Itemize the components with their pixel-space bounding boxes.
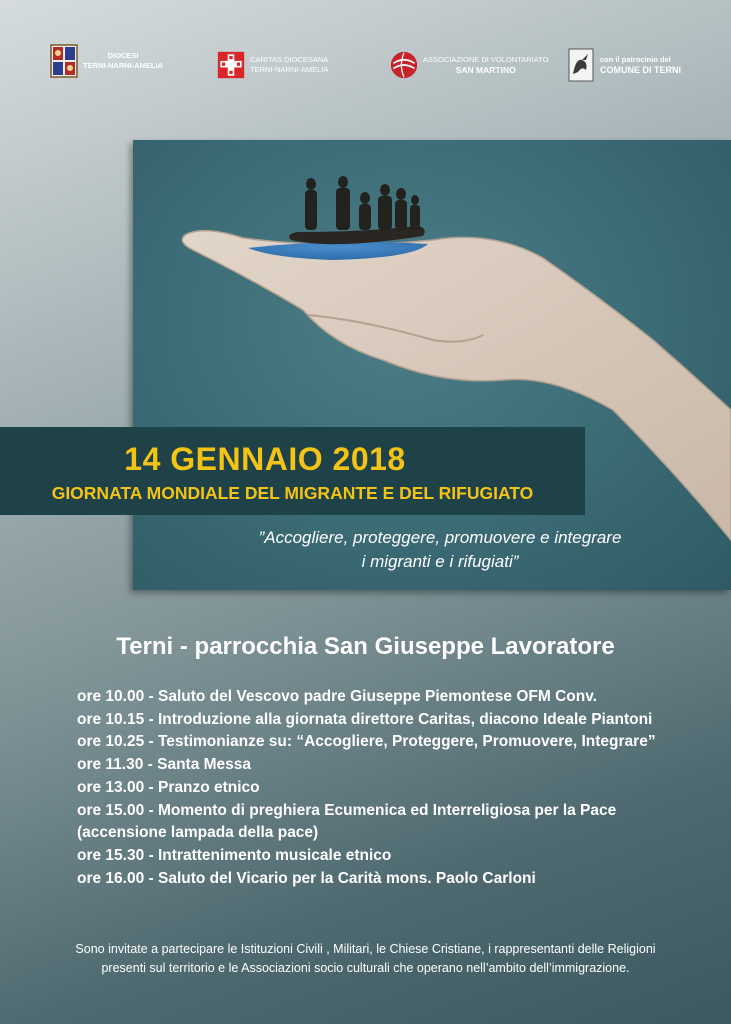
comune-line1: con il patrocinio del [600,55,671,64]
program-item: ore 15.00 - Momento di preghiera Ecumenica ed Interreligiosa per la Pace [77,801,617,819]
event-date: 14 GENNAIO 2018 [124,441,406,477]
program-list [77,686,717,890]
program-item: ore 13.00 - Pranzo etnico [77,778,260,796]
diocesi-line2: TERNI-NARNI-AMELIA [83,61,163,70]
san-martino-globe-icon [390,48,418,82]
associazione-line1: ASSOCIAZIONE DI VOLONTARIATO [423,55,549,64]
quote-line-2: i migranti e i rifugiati” [361,552,519,571]
event-banner [0,427,585,515]
program-item: ore 11.30 - Santa Messa [77,756,252,774]
program-item: ore 16.00 - Saluto del Vicario per la Carità mons. Paolo Carloni [77,869,536,887]
caritas-logo [217,48,328,82]
program-item: (accensione lampada della pace) [77,824,319,842]
associazione-logo [390,48,548,82]
event-title: GIORNATA MONDIALE DEL MIGRANTE E DEL RIFUGIATO [51,483,534,503]
caritas-line2: TERNI-NARNI-AMELIA [250,65,329,74]
invitation-line-1: Sono invitate a partecipare le Istituzioni Civili , Militari, le Chiese Cristiane, i rappresentanti delle Religioni [75,942,656,956]
program-item: ore 10.15 - Introduzione alla giornata direttore Caritas, diacono Ideale Piantoni [77,710,653,728]
caritas-line1: CARITAS DIOCESANA [250,55,329,64]
invitation-line-2: presenti sul territorio e le Associazioni socio culturali che operano nell’ambito dell’immigrazione. [101,961,630,975]
sponsor-logos [0,44,731,84]
diocesi-logo [50,44,163,78]
invitation-note [0,940,731,978]
associazione-line2: SAN MARTINO [455,65,516,75]
program-item: ore 10.25 - Testimonianze su: “Accogliere, Proteggere, Promuovere, Integrare” [77,733,656,751]
diocese-crest-icon [50,44,78,78]
comune-line2: COMUNE DI TERNI [600,65,681,75]
quote-line-1: ”Accogliere, proteggere, promuovere e integrare [258,528,622,547]
event-place: Terni - parrocchia San Giuseppe Lavoratore [116,633,615,660]
comune-logo [567,48,681,82]
diocesi-line1: DIOCESI [107,51,139,60]
event-quote [200,526,680,574]
terni-dragon-icon [567,48,595,82]
program-item: ore 10.00 - Saluto del Vescovo padre Giuseppe Piemontese OFM Conv. [77,688,597,705]
program-item: ore 15.30 - Intrattenimento musicale etnico [77,846,392,864]
hand-with-migrant-boat-illustration [133,140,731,590]
caritas-cross-icon [217,48,245,82]
